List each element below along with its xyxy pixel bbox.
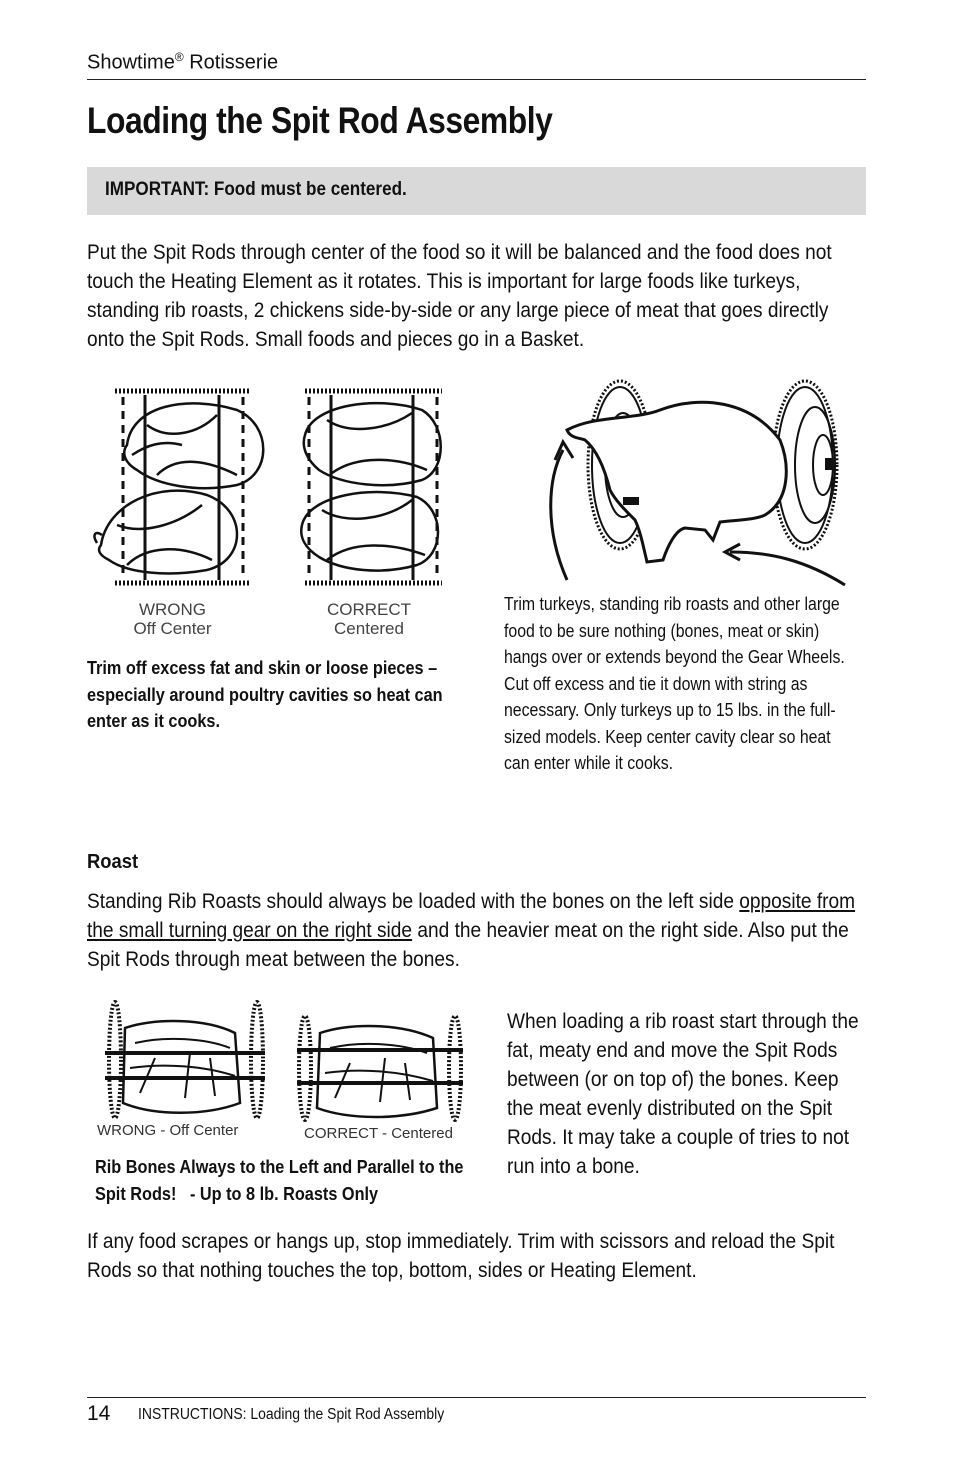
- rib-bones-note: Rib Bones Always to the Left and Parallel to the Spit Rods! - Up to 8 lb. Roasts Only: [95, 1156, 468, 1204]
- page-title: Loading the Spit Rod Assembly: [87, 100, 553, 141]
- trim-turkey-note: Trim turkeys, standing rib roasts and other large food to be sure nothing (bones, meat or skin) hangs over or extends beyond the Gear Wheels. Cut off excess and tie it down with string as necessary. Only turkeys up to 15 lbs. in the full-sized models. Keep center cavity clear so heat can enter while it cooks.: [504, 594, 845, 773]
- roast-text-end: and the heavier meat on the right side. Also put the Spit Rods through meat between the bones.: [87, 919, 849, 971]
- footer-section-title: INSTRUCTIONS: Loading the Spit Rod Assembly: [138, 1406, 445, 1423]
- roast-text-underlined: opposite from the small turning gear on the right side: [87, 890, 856, 942]
- correct-label: [314, 600, 424, 638]
- correct-label-title: CORRECT: [326, 600, 412, 619]
- header-brand: [87, 50, 278, 75]
- product-name: Rotisserie: [183, 51, 279, 74]
- intro-paragraph: Put the Spit Rods through center of the food so it will be balanced and the food does not touch the Heating Element as it rotates. This is important for large foods like turkeys, standing rib roasts, 2 chickens side-by-side or any large piece of meat that goes directly onto the Spit Rods. Small foods and pieces go in a Basket.: [87, 241, 832, 351]
- correct-roast-drawing: [297, 1016, 463, 1120]
- rib-roast-loading-paragraph: When loading a rib roast start through the fat, meaty end and move the Spit Rods between (or on top of) the bones. Keep the meat evenly distributed on the Spit Rods. It may take a couple of tries to not run into a bone.: [507, 1010, 859, 1178]
- wrong-label-title: WRONG: [138, 600, 207, 619]
- closing-paragraph: If any food scrapes or hangs up, stop immediately. Trim with scissors and reload the Spit Rods so that nothing touches the top, bottom, sides or Heating Element.: [87, 1230, 835, 1282]
- header-divider: [87, 79, 866, 80]
- important-text: IMPORTANT: Food must be centered.: [105, 179, 407, 200]
- wrong-label-subtitle: Off Center: [133, 619, 212, 638]
- roast-text-start: Standing Rib Roasts should always be loaded with the bones on the left side: [87, 890, 740, 913]
- wrong-roast-drawing: [105, 1002, 265, 1118]
- roast-wrong-label: WRONG - Off Center: [97, 1122, 239, 1139]
- correct-poultry-drawing: [301, 391, 442, 583]
- wrong-label: [120, 600, 225, 638]
- trim-excess-note: Trim off excess fat and skin or loose pieces – especially around poultry cavities so heat can enter as it cooks.: [87, 657, 443, 731]
- page-number: 14: [87, 1402, 111, 1425]
- poultry-centering-illustration: [87, 385, 457, 600]
- correct-label-subtitle: Centered: [334, 619, 404, 638]
- footer-divider: [87, 1397, 866, 1398]
- roast-heading: Roast: [87, 851, 139, 873]
- roast-correct-label: CORRECT - Centered: [304, 1125, 453, 1142]
- roast-paragraph: [87, 887, 861, 974]
- wrong-poultry-drawing: [95, 391, 264, 583]
- brand-name: Showtime: [87, 51, 175, 74]
- turkey-gear-wheels-illustration: [535, 370, 855, 590]
- registered-mark: ®: [174, 50, 184, 64]
- rib-roast-centering-illustration: [95, 998, 465, 1123]
